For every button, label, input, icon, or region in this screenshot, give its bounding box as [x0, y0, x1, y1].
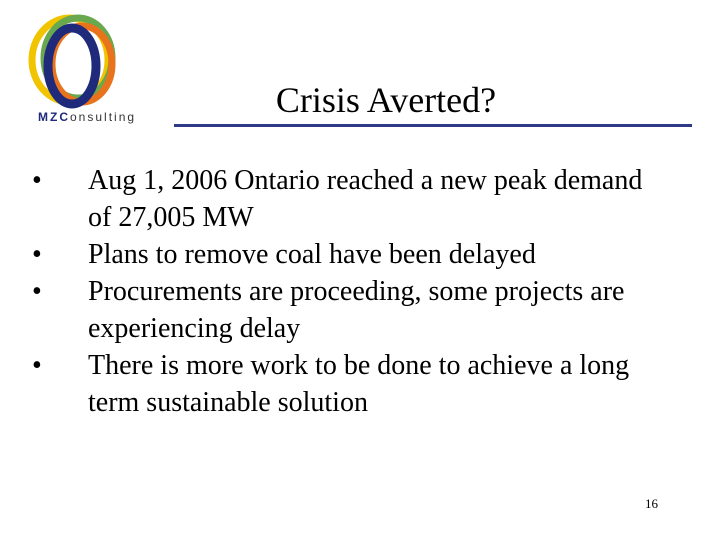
bullet-item — [32, 273, 672, 347]
bullet-text: Procurements are proceeding, some projects are experiencing delay — [88, 276, 625, 344]
bullet-text: Aug 1, 2006 Ontario reached a new peak demand of 27,005 MW — [88, 165, 643, 233]
logo-wordmark-rest: onsulting — [70, 110, 137, 124]
title-underline — [174, 124, 692, 127]
bullet-marker: • — [32, 165, 42, 196]
bullet-text: Plans to remove coal have been delayed — [88, 239, 536, 270]
bullet-marker: • — [32, 239, 42, 270]
bullet-item — [32, 347, 672, 421]
bullet-marker: • — [32, 350, 42, 381]
bullet-marker: • — [32, 276, 42, 307]
bullet-item — [32, 162, 672, 236]
slide-title: Crisis Averted? — [275, 80, 497, 120]
bullet-item — [32, 236, 672, 273]
page-number: 16 — [645, 496, 658, 511]
bullet-list — [32, 162, 672, 421]
logo-wordmark-brand: MZC — [38, 110, 70, 124]
bullet-text: There is more work to be done to achieve a long term sustainable solution — [88, 350, 630, 418]
